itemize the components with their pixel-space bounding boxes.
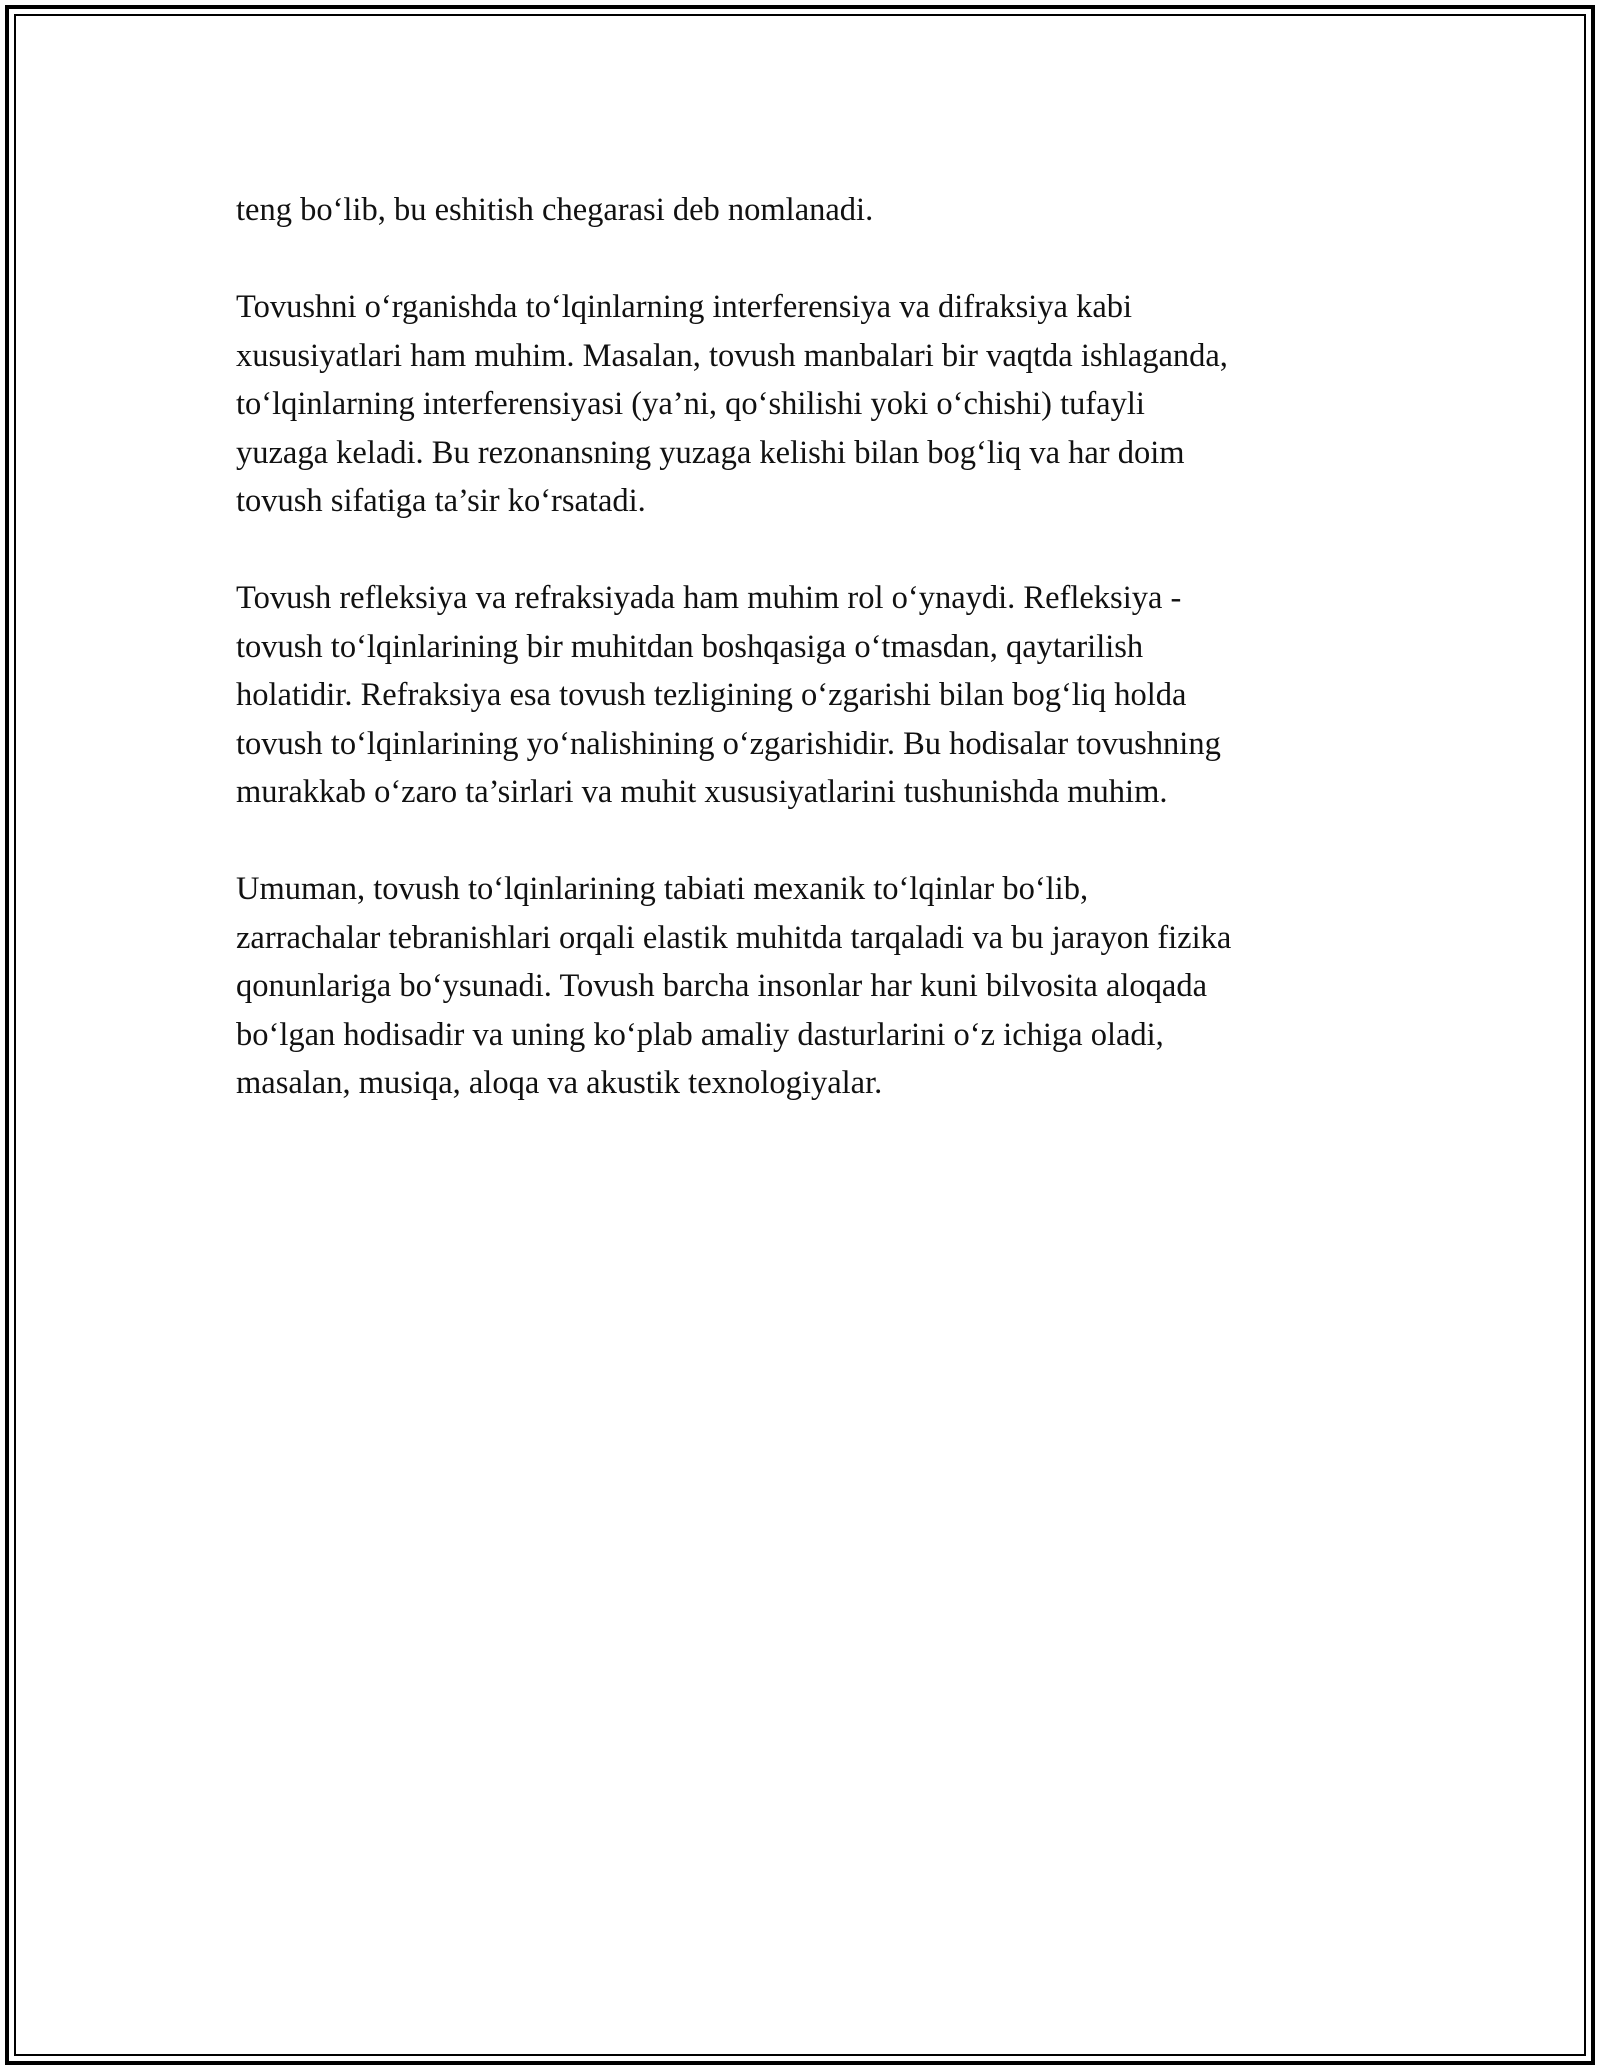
text-line: Tovushni o‘rganishda to‘lqinlarning interferensiya va difraksiya kabi: [236, 289, 1133, 325]
paragraph: [236, 186, 1386, 235]
text-line: to‘lqinlarning interferensiyasi (ya’ni, qo‘shilishi yoki o‘chishi) tufayli: [236, 386, 1145, 422]
document-body: [236, 186, 1386, 1156]
text-line: qonunlariga bo‘ysunadi. Tovush barcha insonlar har kuni bilvosita aloqada: [236, 968, 1208, 1004]
text-line: tovush to‘lqinlarining yo‘nalishining o‘zgarishidir. Bu hodisalar tovushning: [236, 725, 1221, 762]
paragraph: [236, 574, 1386, 817]
text-line: masalan, musiqa, aloqa va akustik texnologiyalar.: [236, 1065, 883, 1101]
text-line: yuzaga keladi. Bu rezonansning yuzaga kelishi bilan bog‘liq va har doim: [236, 434, 1185, 471]
text-line: xususiyatlari ham muhim. Masalan, tovush manbalari bir vaqtda ishlaganda,: [236, 337, 1228, 374]
text-line: holatidir. Refraksiya esa tovush tezligining o‘zgarishi bilan bog‘liq holda: [236, 677, 1187, 713]
text-line: Tovush refleksiya va refraksiyada ham muhim rol o‘ynaydi. Refleksiya -: [236, 580, 1182, 616]
text-line: murakkab o‘zaro ta’sirlari va muhit xususiyatlarini tushunishda muhim.: [236, 774, 1168, 810]
text-line: bo‘lgan hodisadir va uning ko‘plab amaliy dasturlarini o‘z ichiga oladi,: [236, 1016, 1164, 1053]
text-line: teng bo‘lib, bu eshitish chegarasi deb nomlanadi.: [236, 192, 874, 228]
paragraph: [236, 283, 1386, 526]
text-line: zarrachalar tebranishlari orqali elastik muhitda tarqaladi va bu jarayon fizika: [236, 919, 1232, 956]
text-line: tovush sifatiga ta’sir ko‘rsatadi.: [236, 483, 646, 519]
text-line: tovush to‘lqinlarining bir muhitdan boshqasiga o‘tmasdan, qaytarilish: [236, 628, 1144, 665]
text-line: Umuman, tovush to‘lqinlarining tabiati mexanik to‘lqinlar bo‘lib,: [236, 871, 1089, 907]
paragraph: [236, 865, 1386, 1108]
